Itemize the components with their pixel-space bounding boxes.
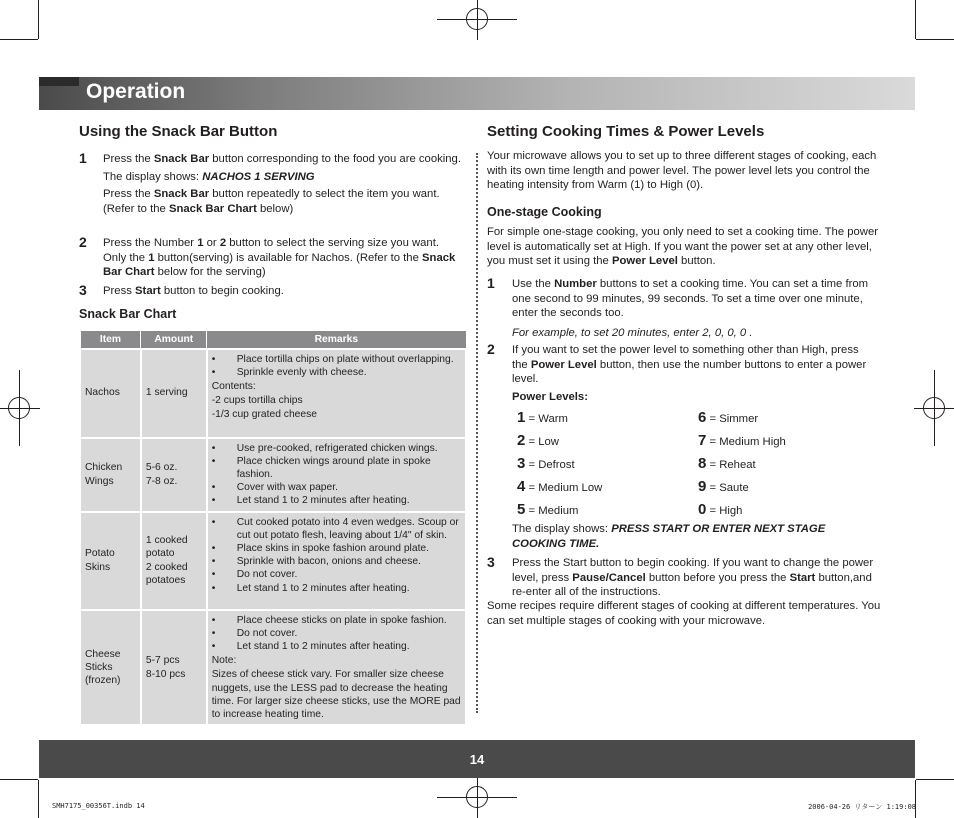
power-level-label: Saute [719, 482, 749, 494]
table-row [80, 438, 466, 512]
power-level-label: Medium Low [538, 482, 603, 494]
step-number: 1 [79, 150, 87, 166]
remarks-cell [207, 610, 466, 726]
remarks-cell [207, 349, 466, 438]
column-divider [476, 153, 478, 713]
power-level-label: Warm [538, 413, 568, 425]
display-value: NACHOS 1 SERVING [202, 170, 315, 183]
snack-bar-chart-heading: Snack Bar Chart [79, 307, 177, 321]
snack-bar-chart-table [79, 330, 467, 726]
power-level-item: 7 = Medium High [698, 432, 786, 449]
power-level-item: 6 = Simmer [698, 409, 759, 426]
power-level-number: 8 [698, 455, 707, 472]
remark-note: -1/3 cup grated cheese [211, 409, 318, 421]
crop-mark [0, 779, 38, 780]
display-value: PRESS START OR ENTER NEXT STAGE COOKING TIME. [512, 523, 826, 550]
crop-mark [915, 0, 916, 39]
snack-step-1-display [103, 170, 463, 185]
remark-bullet: • Sprinkle with bacon, onions and cheese. [212, 555, 461, 568]
power-level-number: 4 [517, 478, 526, 495]
power-level-label: Defrost [538, 459, 575, 471]
table-row [80, 349, 466, 438]
remark-bullet: • Place skins in spoke fashion around plate. [212, 542, 461, 555]
amount-value: 1 cooked potato [145, 534, 188, 559]
remark-bullet: • Use pre-cooked, refrigerated chicken wings. [212, 442, 461, 455]
print-slug-left: SMH7175_00356T.indb 14 [52, 802, 145, 810]
table-header-row [80, 331, 466, 349]
print-slug-right: 2006-04-26 リターン 1:19:08 [808, 803, 916, 811]
power-level-item: 5 = Medium [517, 501, 579, 518]
one-stage-heading: One-stage Cooking [487, 205, 602, 219]
display-label: The display shows: [103, 170, 203, 183]
cooking-heading: Setting Cooking Times & Power Levels [487, 123, 765, 140]
remark-bullet: • Place tortilla chips on plate without overlapping. [212, 353, 461, 366]
cooking-step-1-text: Use the Number buttons to set a cooking time. You can set a time from one second to 99 minutes, 99 seconds. To set a time over one minute, enter the seconds too. [512, 278, 869, 320]
amount-cell [141, 610, 207, 726]
remark-bullet: • Sprinkle evenly with cheese. [212, 366, 461, 379]
table-row [80, 610, 466, 726]
crop-mark [38, 0, 39, 39]
column-header: Item [80, 331, 141, 349]
item-cell: Nachos [80, 349, 141, 438]
item-cell: Potato Skins [80, 512, 141, 610]
snack-step-3: Press Start button to begin cooking. [103, 285, 284, 297]
cooking-step-2: If you want to set the power level to something other than High, press the Power Level button, then use the number buttons to enter a power level. [512, 344, 867, 386]
remarks-cell [207, 512, 466, 610]
registration-mark [466, 8, 488, 30]
amount-value: 5-6 oz. [145, 461, 178, 473]
amount-cell [141, 512, 207, 610]
step-number: 1 [487, 275, 495, 291]
snack-step-1-extra: Press the Snack Bar button repeatedly to select the item you want. (Refer to the Snack Bar Chart below) [103, 188, 440, 215]
snack-step-1 [103, 152, 463, 216]
remarks-cell [207, 438, 466, 512]
step-number: 3 [79, 282, 87, 298]
crop-mark [0, 39, 38, 40]
remark-bullet: • Cut cooked potato into 4 even wedges. Scoup or cut out potato flesh, leaving about 1/4" of skin. [212, 516, 461, 542]
remark-note: -2 cups tortilla chips [211, 395, 303, 407]
registration-mark [8, 397, 30, 419]
item-cell: Chicken Wings [80, 438, 141, 512]
cooking-step-1-example: For example, to set 20 minutes, enter 2, 0, 0, 0 . [512, 326, 753, 339]
snack-step-1-text: Press the Snack Bar button corresponding to the food you are cooking. [103, 153, 461, 165]
amount-value: 2 cooked potatoes [145, 562, 188, 587]
power-level-item: 3 = Defrost [517, 455, 575, 472]
power-level-number: 6 [698, 409, 707, 426]
cooking-closing: Some recipes require different stages of cooking at different temperatures. You can set multiple stages of cooking with your microwave. [487, 600, 881, 627]
power-level-number: 9 [698, 478, 707, 495]
column-header: Amount [141, 331, 207, 349]
display-label: The display shows: [512, 523, 612, 535]
amount-value: 7-8 oz. [145, 476, 178, 487]
crop-mark [916, 779, 954, 780]
remark-bullet: • Place chicken wings around plate in spoke fashion. [212, 455, 461, 481]
power-level-item: 0 = High [698, 501, 743, 518]
remark-bullet: • Do not cover. [212, 627, 461, 640]
power-level-item: 2 = Low [517, 432, 559, 449]
amount-cell [141, 349, 207, 438]
remark-bullet: • Let stand 1 to 2 minutes after heating. [212, 640, 461, 653]
header-tab-accent [39, 77, 79, 86]
power-level-number: 1 [517, 409, 526, 426]
cooking-intro: Your microwave allows you to set up to three different stages of cooking, each with its own time length and power level. The power level lets you control the heating intensity from Warm (1) to High (0). [487, 150, 877, 192]
column-header: Remarks [207, 331, 466, 349]
table-row [80, 512, 466, 610]
power-level-label: Reheat [719, 459, 756, 471]
remark-note: Sizes of cheese stick vary. For smaller size cheese nuggets, use the LESS pad to decrease the heating time. For larger size cheese sticks, use the MORE pad to increase heating time. [211, 669, 461, 720]
power-level-label: Low [538, 436, 559, 448]
crop-mark [916, 39, 954, 40]
power-level-label: Medium High [719, 436, 786, 448]
crop-mark [38, 780, 39, 818]
power-level-number: 5 [517, 501, 526, 518]
page-title: Operation [86, 80, 186, 103]
remark-bullet: • Let stand 1 to 2 minutes after heating. [212, 494, 461, 507]
remark-note: Contents: [211, 380, 256, 392]
step-number: 3 [487, 554, 495, 570]
power-level-label: Medium [538, 505, 579, 517]
power-level-item: 4 = Medium Low [517, 478, 603, 495]
power-level-number: 0 [698, 501, 707, 518]
registration-mark [466, 786, 488, 808]
cooking-display [512, 522, 882, 551]
power-level-item: 8 = Reheat [698, 455, 756, 472]
page-number: 14 [469, 752, 485, 767]
remark-bullet: • Cover with wax paper. [212, 481, 461, 494]
step-number: 2 [487, 341, 495, 357]
remark-bullet: • Place cheese sticks on plate in spoke fashion. [212, 614, 461, 627]
power-level-label: High [719, 505, 743, 517]
remark-bullet: • Do not cover. [212, 568, 461, 581]
remark-note: Note: [211, 655, 237, 667]
snack-bar-heading: Using the Snack Bar Button [79, 123, 278, 140]
power-level-item: 1 = Warm [517, 409, 568, 426]
amount-value: 5-7 pcs [145, 654, 180, 666]
power-levels-label: Power Levels: [512, 391, 588, 403]
power-level-item: 9 = Saute [698, 478, 749, 495]
power-level-number: 7 [698, 432, 707, 449]
power-level-number: 3 [517, 455, 526, 472]
power-level-label: Simmer [719, 413, 759, 425]
snack-step-2: Press the Number 1 or 2 button to select the serving size you want. Only the 1 button(serving) is available for Nachos. (Refer to the Snack Bar Chart below for the serving) [103, 237, 456, 279]
amount-value: 1 serving [145, 387, 188, 399]
cooking-step-1 [512, 277, 882, 340]
remark-bullet: • Let stand 1 to 2 minutes after heating. [212, 582, 461, 595]
one-stage-intro: For simple one-stage cooking, you only need to set a cooking time. The power level is automatically set at High. If you want the power set at any other level, you must set it using the Power Level button. [487, 226, 879, 268]
power-level-number: 2 [517, 432, 526, 449]
registration-mark [923, 397, 945, 419]
item-cell: Cheese Sticks (frozen) [80, 610, 141, 726]
table-body [80, 349, 466, 726]
step-number: 2 [79, 234, 87, 250]
amount-cell [141, 438, 207, 512]
cooking-step-3: Press the Start button to begin cooking. If you want to change the power level, press Pause/Cancel button before you press the Start button,and re-enter all of the instructions. [512, 557, 874, 599]
crop-mark [915, 780, 916, 818]
amount-value: 8-10 pcs [145, 668, 186, 680]
